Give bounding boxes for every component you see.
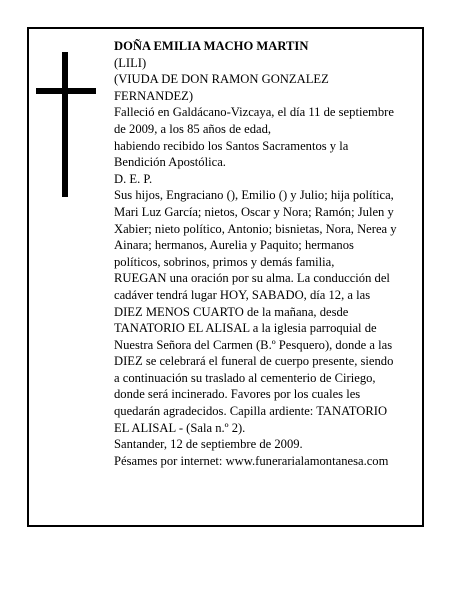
text-line: Bendición Apostólica. (114, 155, 226, 170)
text-line: quedarán agradecidos. Capilla ardiente: TANATORIO (114, 404, 388, 419)
text-line: FERNANDEZ) (114, 88, 194, 103)
text-line: Xabier; nieto político, Antonio; bisnietas, Nora, Nerea y (114, 221, 397, 236)
text-line: políticos, sobrinos, primos y demás familia, (114, 254, 335, 269)
text-line: RUEGAN una oración por su alma. La conducción del (114, 271, 390, 286)
deceased-name: DOÑA EMILIA MACHO MARTIN (114, 39, 309, 53)
text-line: donde será incinerado. Favores por los cuales les (114, 387, 361, 402)
text-line: Ainara; hermanos, Aurelia y Paquito; hermanos (114, 238, 354, 253)
text-line: D. E. P. (114, 171, 153, 186)
text-line: (LILI) (114, 55, 147, 70)
cross-icon (36, 52, 96, 197)
text-line: Sus hijos, Engraciano (), Emilio () y Julio; hija política, (114, 188, 394, 203)
text-line: DIEZ se celebrará el funeral de cuerpo presente, siendo (114, 354, 394, 369)
text-line: (VIUDA DE DON RAMON GONZALEZ (114, 72, 329, 87)
text-line: Pésames por internet: www.funerarialamontanesa.com (114, 453, 389, 468)
text-line: cadáver tendrá lugar HOY, SABADO, día 12, a las (114, 287, 371, 302)
text-line: Falleció en Galdácano-Vizcaya, el día 11 de septiembre (114, 105, 394, 120)
obituary-text (114, 38, 424, 469)
text-line: EL ALISAL - (Sala n.º 2). (114, 420, 246, 435)
text-line: Santander, 12 de septiembre de 2009. (114, 437, 303, 452)
text-line: TANATORIO EL ALISAL a la iglesia parroquial de (114, 321, 377, 336)
text-line: DIEZ MENOS CUARTO de la mañana, desde (114, 304, 349, 319)
text-line: de 2009, a los 85 años de edad, (114, 121, 272, 136)
text-line: Nuestra Señora del Carmen (B.º Pesquero), donde a las (114, 337, 393, 352)
text-line: a continuación su traslado al cementerio de Ciriego, (114, 370, 376, 385)
text-line: habiendo recibido los Santos Sacramentos y la (114, 138, 349, 153)
text-line: Mari Luz García; nietos, Oscar y Nora; Ramón; Julen y (114, 204, 394, 219)
